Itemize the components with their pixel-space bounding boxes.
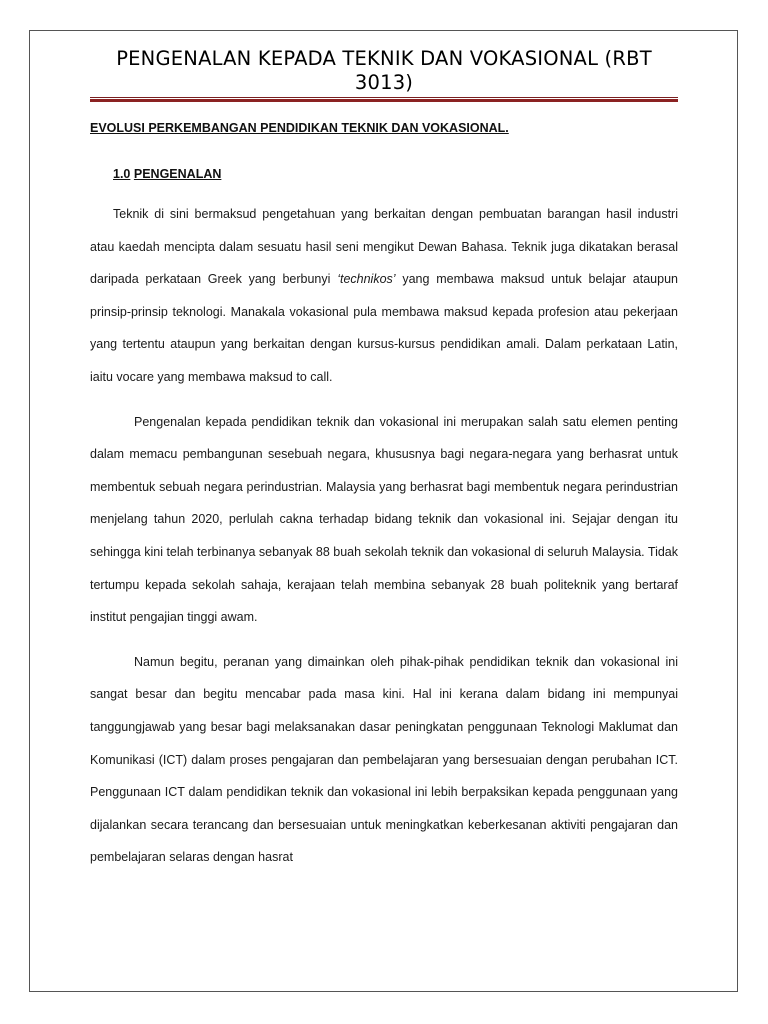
paragraph-1-text-a: Teknik di sini bermaksud pengetahuan yang berkaitan dengan pembuatan barangan hasil industri atau kaedah mencipta dalam sesuatu hasil seni mengikut Dewan Bahasa. Teknik juga dikatakan berasal daripada perkataan Greek yang berbunyi — [90, 207, 678, 287]
paragraph-3: Namun begitu, peranan yang dimainkan oleh pihak-pihak pendidikan teknik dan vokasional ini sangat besar dan begitu mencabar pada masa kini. Hal ini kerana dalam bidang ini mempunyai tanggungjawab yang besar bagi melaksanakan dasar peningkatan penggunaan Teknologi Maklumat dan Komunikasi (ICT) dalam proses pengajaran dan pembelajaran yang bersesuaian dengan perubahan ICT. Penggunaan ICT dalam pendidikan teknik dan vokasional ini lebih berpaksikan kepada penggunaan yang dijalankan secara terancang dan bersesuaian untuk meningkatkan keberkesanan aktiviti pengajaran dan pembelajaran selaras dengan hasrat — [90, 654, 678, 865]
paragraph-1 — [90, 198, 678, 394]
subsection-title: PENGENALAN — [133, 167, 222, 181]
subsection-number: 1.0 — [113, 167, 131, 181]
title-divider-thick-line — [90, 99, 678, 102]
document-body — [90, 119, 678, 874]
title-divider-thin-line — [90, 97, 678, 98]
paragraph-1-text-b: yang membawa maksud untuk belajar ataupun prinsip-prinsip teknologi. Manakala vokasional pula membawa maksud kepada profesion atau pekerjaan yang tertentu ataupun yang berkaitan dengan kursus-kursus pendidikan amali. Dalam perkataan Latin, iaitu vocare yang membawa maksud to call. — [90, 272, 678, 384]
document-title: PENGENALAN KEPADA TEKNIK DAN VOKASIONAL (RBT 3013) — [116, 47, 652, 94]
subsection-heading — [113, 165, 678, 183]
paragraph-1-italic-term: ‘technikos’ — [337, 272, 396, 287]
title-divider — [90, 97, 678, 103]
paragraph-2: Pengenalan kepada pendidikan teknik dan vokasional ini merupakan salah satu elemen penting dalam memacu pembangunan sesebuah negara, khususnya bagi negara-negara yang berhasrat untuk membentuk sebuah negara perindustrian. Malaysia yang berhasrat bagi membentuk negara perindustrian menjelang tahun 2020, perlulah cakna terhadap bidang teknik dan vokasional ini. Sejajar dengan itu sehingga kini telah terbinanya sebanyak 88 buah sekolah teknik dan vokasional di seluruh Malaysia. Tidak tertumpu kepada sekolah sahaja, kerajaan telah membina sebanyak 28 buah politeknik yang bertaraf institut pengajian tinggi awam. — [90, 414, 678, 625]
section-heading: EVOLUSI PERKEMBANGAN PENDIDIKAN TEKNIK DAN VOKASIONAL. — [90, 121, 509, 135]
